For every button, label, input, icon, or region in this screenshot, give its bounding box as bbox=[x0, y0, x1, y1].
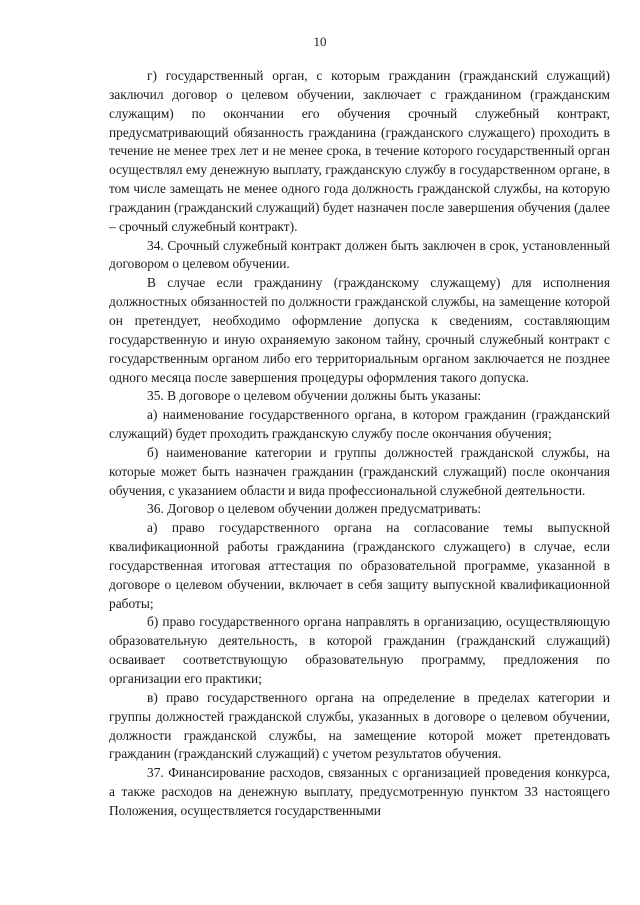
paragraph-34: 34. Срочный служебный контракт должен быть заключен в срок, установленный договором о целевом обучении. bbox=[109, 237, 610, 272]
paragraph-35: 35. В договоре о целевом обучении должны быть указаны: bbox=[147, 388, 482, 404]
paragraph-36a: а) право государственного органа на согласование темы выпускной квалификационной работы гражданина (гражданского служащего) в случае, если государственная итоговая аттестация по образовательной программе, указанной в договоре о целевом обучении, включает в себя защиту выпускной квалификационной работы; bbox=[109, 520, 610, 611]
document-body bbox=[109, 67, 610, 821]
paragraph-37: 37. Финансирование расходов, связанных с организацией проведения конкурса, а также расходов на денежную выплату, предусмотренную пунктом 33 настоящего Положения, осуществляется государственными bbox=[109, 765, 610, 818]
paragraph-36v: в) право государственного органа на определение в пределах категории и группы должностей гражданской службы, указанных в договоре о целевом обучении, должности гражданской службы, на замещение которой может претендовать гражданин (гражданский служащий) с учетом результатов обучения. bbox=[109, 689, 610, 762]
paragraph-35a: а) наименование государственного органа, в котором гражданин (гражданский служащий) будет проходить гражданскую службу после окончания обучения; bbox=[109, 407, 610, 442]
paragraph-35b: б) наименование категории и группы должностей гражданской службы, на которые может быть назначен гражданин (гражданский служащий) после окончания обучения, с указанием области и вида профессиональной служебной деятельности. bbox=[109, 444, 610, 498]
paragraph-36b: б) право государственного органа направлять в организацию, осуществляющую образовательную деятельность, в которой гражданин (гражданский служащий) осваивает соответствующую образовательную программу, предложения по организации его практики; bbox=[109, 614, 610, 686]
page-number: 10 bbox=[313, 34, 327, 49]
paragraph-34-clearance: В случае если гражданину (гражданскому служащему) для исполнения должностных обязанностей по должности гражданской службы, на замещение которой он претендует, необходимо оформление допуска к сведениям, составляющим государственную и иную охраняемую законом тайну, срочный служебный контракт с государственным органом либо его территориальным органом заключается не позднее одного месяца после завершения процедуры оформления такого допуска. bbox=[109, 275, 610, 385]
paragraph-33g: г) государственный орган, с которым гражданин (гражданский служащий) заключил договор о целевом обучении, заключает с гражданином (гражданским служащим) по окончании его обучения срочный служебный контракт, предусматривающий обязанность гражданина (гражданского служащего) проходить в течение не менее трех лет и не менее срока, в течение которого государственный орган осуществлял ему денежную выплату, гражданскую службу в государственном органе, в том числе замещать не менее одного года должность гражданской службы, на которую гражданин (гражданский служащий) будет назначен после завершения обучения (далее – срочный служебный контракт). bbox=[109, 68, 610, 234]
paragraph-36: 36. Договор о целевом обучении должен предусматривать: bbox=[147, 501, 482, 517]
